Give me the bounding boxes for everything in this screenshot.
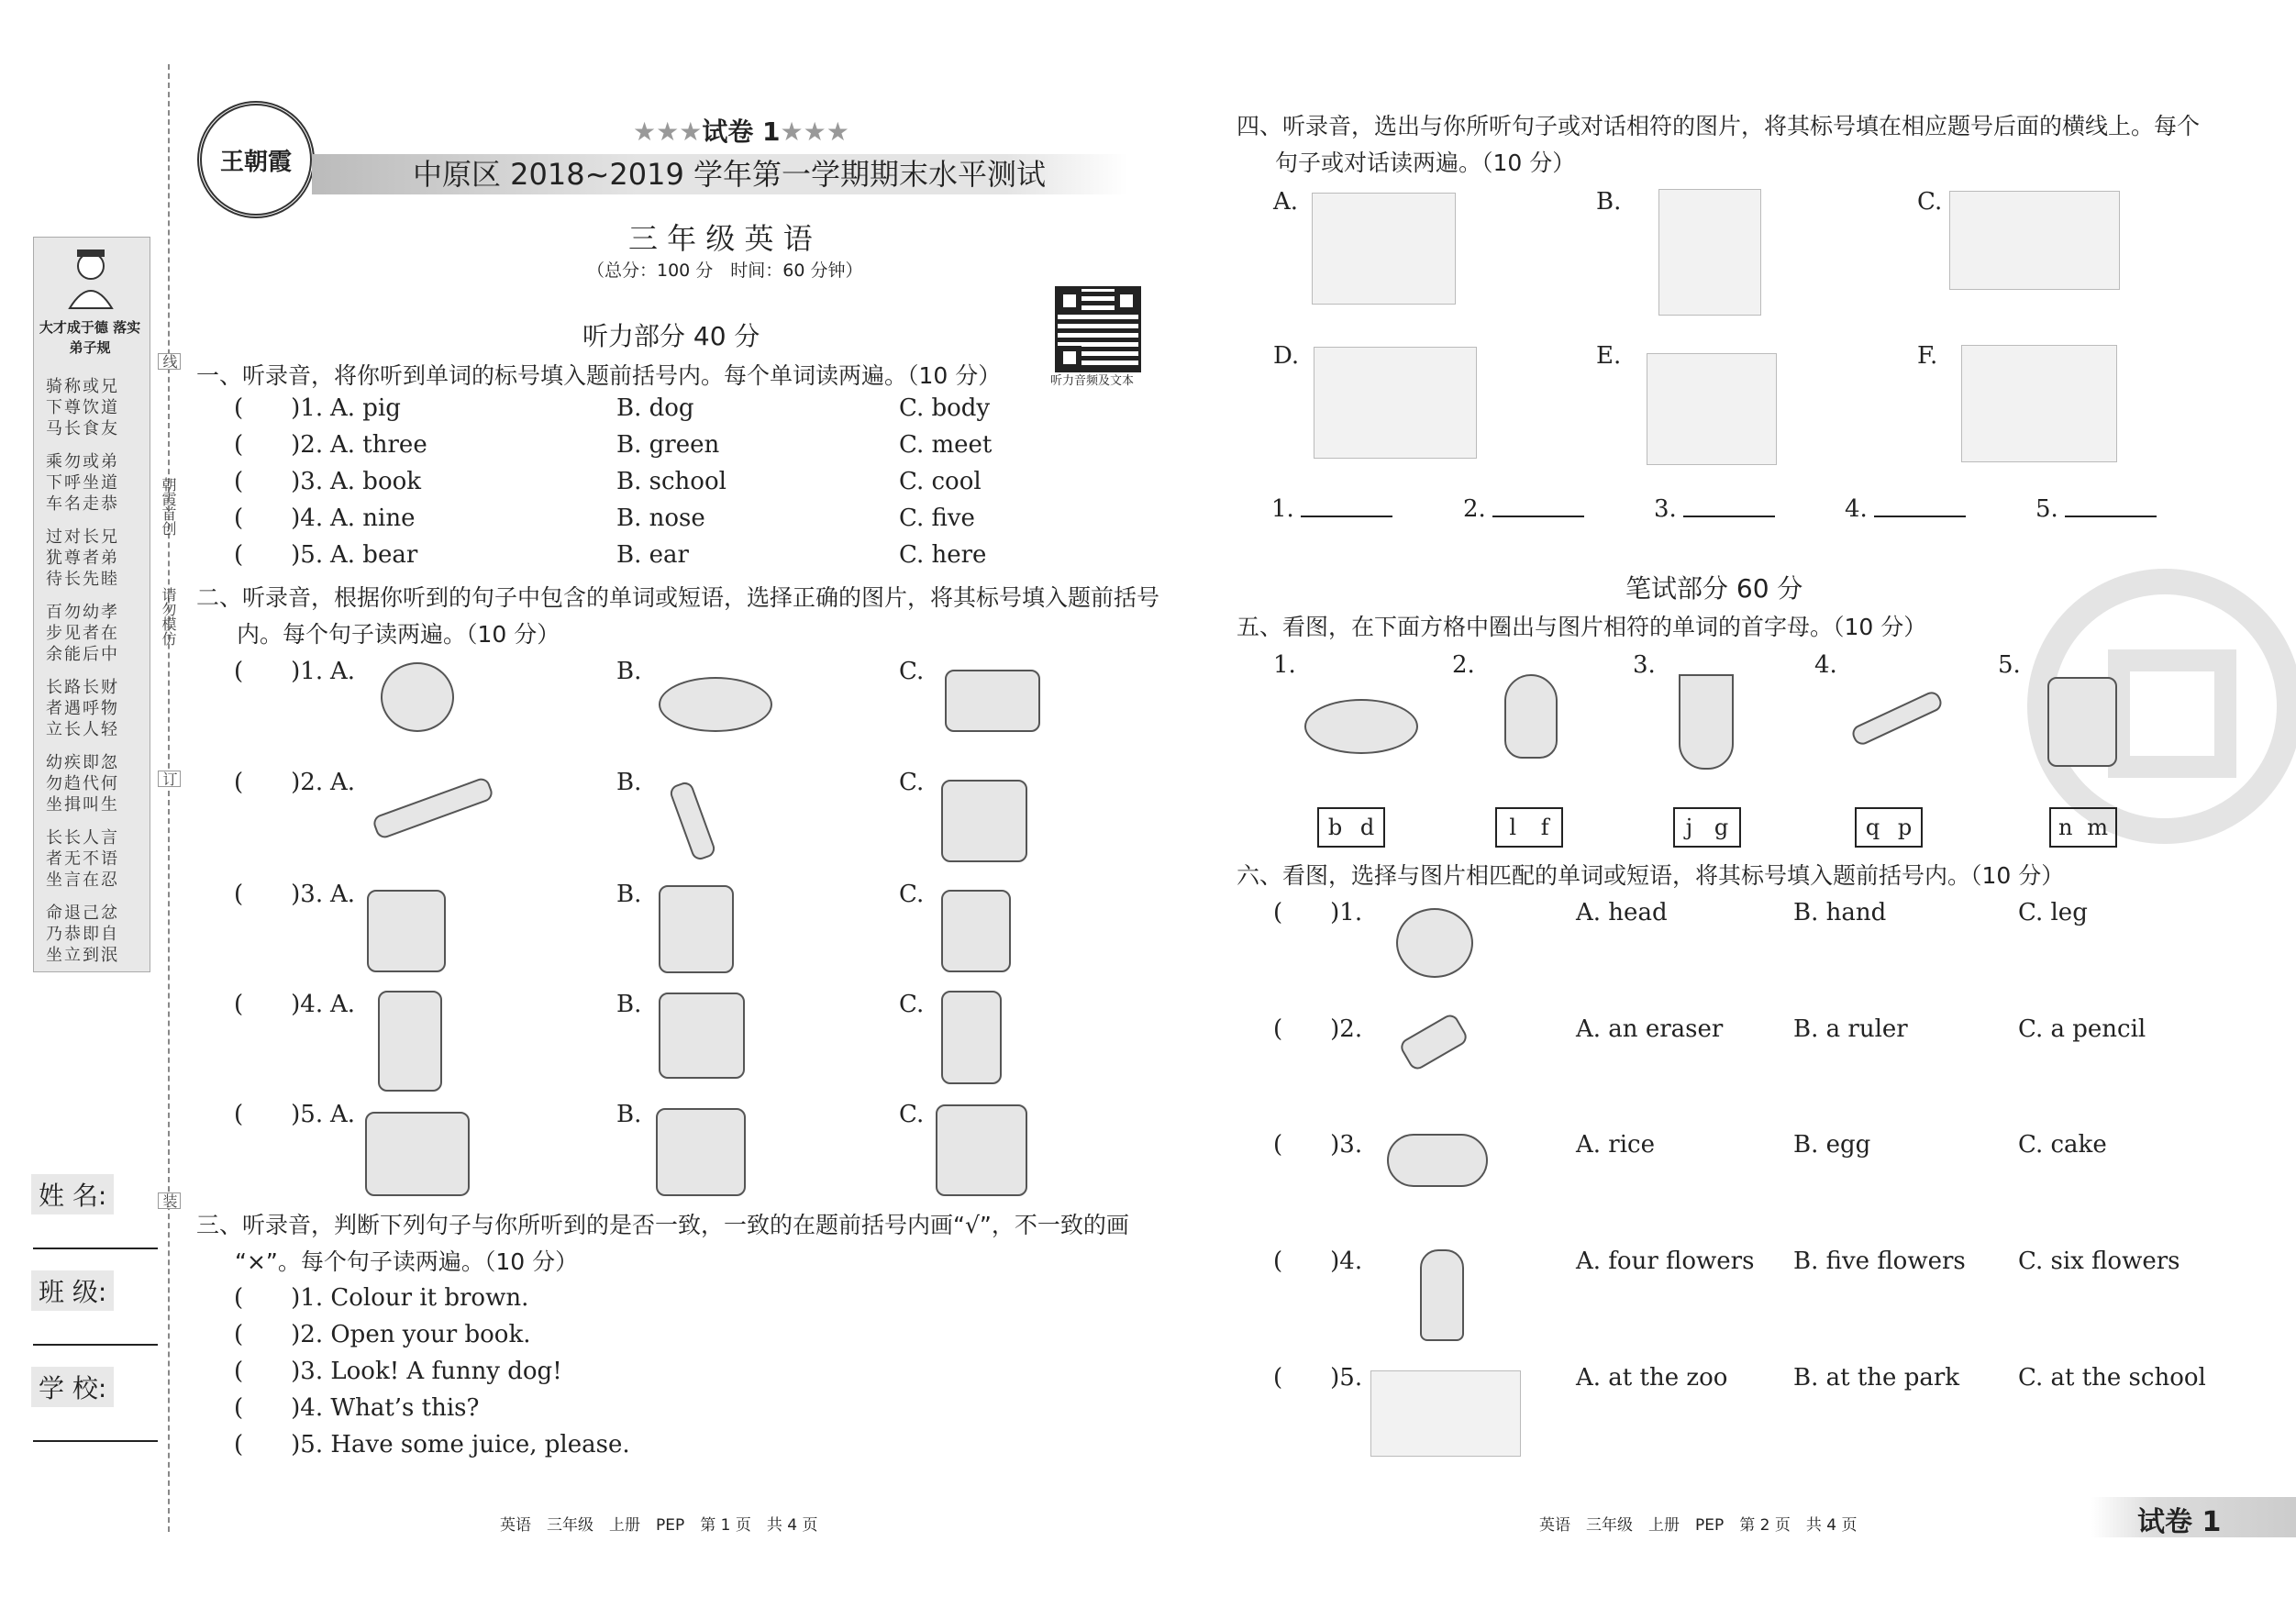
- boy-pointing-icon: [936, 1104, 1027, 1196]
- item-number: 3.: [1633, 651, 1656, 679]
- list-item: ( )1.: [1273, 899, 1363, 926]
- section6-instruction: 六、看图，选择与图片相匹配的单词或短语，将其标号填入题前括号内。（10 分）: [1237, 862, 2065, 889]
- item-number: 4.: [1814, 651, 1837, 679]
- listening-title: 听力部分 40 分: [582, 321, 760, 351]
- answer-blank[interactable]: [1301, 516, 1392, 517]
- sidebar: [0, 0, 174, 1597]
- option-b: B.: [616, 769, 642, 796]
- list-item: ( )5.: [234, 1101, 324, 1128]
- section4-instruction: 四、听录音，选出与你所听句子或对话相符的图片，将其标号填在相应题号后面的横线上。每个: [1237, 113, 2201, 139]
- poem-block: 长长人言 者无不语 坐言在忍: [46, 828, 119, 890]
- footer-tag: 试卷 1: [2137, 1506, 2222, 1538]
- list-item: ( )2.: [234, 769, 324, 796]
- picture-label: B.: [1596, 188, 1622, 216]
- brand-logo: [197, 101, 315, 218]
- option-a: A. at the zoo: [1576, 1364, 1728, 1392]
- option-b: B. a ruler: [1793, 1015, 1908, 1043]
- juice-icon: [1679, 674, 1734, 770]
- picture-label: F.: [1917, 342, 1938, 370]
- list-item: ( )1.: [234, 658, 324, 685]
- school-label: 学 校:: [31, 1367, 114, 1407]
- blank-label: 4.: [1845, 495, 1868, 523]
- option-a: A.: [330, 881, 356, 908]
- option-b: B.: [616, 1101, 642, 1128]
- item-number: 5.: [1998, 651, 2021, 679]
- girl-dancing-icon: [378, 991, 442, 1092]
- option-b: B. at the park: [1793, 1364, 1960, 1392]
- option-c: C.: [899, 1101, 925, 1128]
- list-item: ( )4. What’s this?: [234, 1394, 480, 1422]
- list-item: ( )1.: [234, 394, 324, 422]
- option-c: C.: [899, 658, 925, 685]
- birthday-cake-icon: [945, 670, 1040, 732]
- binding-mark: 请勿模仿: [160, 587, 177, 646]
- blank-label: 1.: [1271, 495, 1294, 523]
- poem-block: 骑称或兄 下尊饮道 马长食友: [46, 377, 119, 438]
- list-item: ( )1. Colour it brown.: [234, 1284, 529, 1312]
- option-a: A. three: [330, 431, 427, 459]
- option-b: B. ear: [616, 541, 689, 569]
- qr-caption: 听力音频及文本: [1050, 374, 1135, 388]
- option-c: C.: [899, 769, 925, 796]
- option-c: C.: [899, 881, 925, 908]
- poem-block: 过对长兄 犹尊者弟 待长先睦: [46, 527, 119, 589]
- section2-instruction-cont: 内。每个句子读两遍。（10 分）: [237, 621, 560, 648]
- scene-icon: [1961, 345, 2117, 462]
- binding-mark: 朝霞首创: [160, 477, 177, 536]
- option-c: C. six flowers: [2018, 1248, 2180, 1275]
- picture-label: A.: [1273, 188, 1299, 216]
- exam-info: （总分：100 分 时间：60 分钟）: [587, 261, 863, 281]
- class-label: 班 级:: [31, 1270, 114, 1311]
- boy-waving-icon: [365, 1112, 470, 1196]
- park-scene-icon: [1370, 1370, 1521, 1457]
- list-item: ( )2.: [234, 431, 324, 459]
- option-a: A. four flowers: [1576, 1248, 1755, 1275]
- blank-label: 3.: [1654, 495, 1677, 523]
- option-a: A. nine: [330, 505, 416, 532]
- poem-block: 乘勿或弟 下呼坐道 车名走恭: [46, 452, 119, 514]
- list-item: ( )2. Open your book.: [234, 1321, 531, 1348]
- letter-choice-box[interactable]: b d: [1317, 807, 1385, 848]
- option-c: C.: [899, 991, 925, 1018]
- bear-head-icon: [1396, 908, 1473, 978]
- list-item: ( )2.: [1273, 1015, 1363, 1043]
- poem-block: 幼疾即忽 勿趋代何 坐揖叫生: [46, 753, 119, 815]
- backpack-icon: [941, 780, 1027, 862]
- exam-label-text: 试卷 1: [702, 116, 781, 147]
- list-item: ( )4.: [234, 505, 324, 532]
- pen-icon: [1849, 689, 1945, 748]
- option-c: C. meet: [899, 431, 993, 459]
- option-b: B.: [616, 658, 642, 685]
- option-c: C. a pencil: [2018, 1015, 2146, 1043]
- binding-mark: 线: [158, 353, 181, 370]
- option-b: B. hand: [1793, 899, 1887, 926]
- child-touching-head-icon: [941, 991, 1002, 1084]
- letter-choice-box[interactable]: j g: [1673, 807, 1741, 848]
- school-field[interactable]: [33, 1440, 158, 1442]
- answer-blank[interactable]: [1683, 516, 1775, 517]
- list-item: ( )5. Have some juice, please.: [234, 1431, 630, 1458]
- option-c: C. cool: [899, 468, 982, 495]
- list-item: ( )3. Look! A funny dog!: [234, 1358, 562, 1385]
- crayon-icon: [668, 780, 717, 862]
- section1-instruction: 一、听录音，将你听到单词的标号填入题前括号内。每个单词读两遍。（10 分）: [196, 362, 1002, 389]
- blank-label: 5.: [2035, 495, 2058, 523]
- option-a: A. rice: [1576, 1131, 1655, 1159]
- scholar-figure-icon: [61, 246, 121, 310]
- option-a: A. pig: [330, 394, 401, 422]
- option-a: A.: [330, 1101, 356, 1128]
- option-c: C. leg: [2018, 899, 2088, 926]
- page-footer-right: 英语 三年级 上册 PEP 第 2 页 共 4 页: [1539, 1516, 1858, 1535]
- girl-face-icon: [659, 885, 734, 973]
- option-a: A.: [330, 991, 356, 1018]
- cake-icon: [1387, 1134, 1488, 1187]
- list-item: ( )3.: [234, 881, 324, 908]
- exam-label: ★★★试卷 1★★★: [633, 116, 849, 147]
- option-b: B.: [616, 991, 642, 1018]
- answer-blank[interactable]: [2065, 516, 2157, 517]
- letter-choice-box[interactable]: q p: [1855, 807, 1923, 848]
- foot-icon: [1504, 674, 1558, 759]
- rice-bowl-icon: [381, 662, 454, 732]
- section3-instruction: 三、听录音，判断下列句子与你所听到的是否一致，一致的在题前括号内画“√”，不一致的画: [196, 1212, 1129, 1238]
- scene-icon: [1312, 193, 1456, 305]
- picture-label: C.: [1917, 188, 1943, 216]
- section4-instruction-cont: 句子或对话读两遍。（10 分）: [1275, 150, 1576, 176]
- binding-mark: 装: [158, 1192, 181, 1209]
- option-b: B. egg: [1793, 1131, 1871, 1159]
- blank-label: 2.: [1463, 495, 1486, 523]
- section5-instruction: 五、看图，在下面方格中圈出与图片相符的单词的首字母。（10 分）: [1237, 614, 1927, 640]
- option-c: C. here: [899, 541, 987, 569]
- girl-pointing-up-icon: [656, 1108, 746, 1196]
- option-a: A. head: [1576, 899, 1668, 926]
- name-label: 姓 名:: [31, 1174, 114, 1214]
- picture-label: E.: [1596, 342, 1622, 370]
- monkey-icon: [2047, 677, 2117, 767]
- picture-label: D.: [1273, 342, 1300, 370]
- boy-touching-ear-icon: [367, 890, 446, 972]
- boy-touching-knee-icon: [659, 993, 745, 1079]
- class-field[interactable]: [33, 1344, 158, 1346]
- item-number: 2.: [1452, 651, 1475, 679]
- option-a: A. bear: [330, 541, 418, 569]
- name-field[interactable]: [33, 1248, 158, 1249]
- logo-text: 王朝霞: [219, 148, 292, 176]
- section2-instruction: 二、听录音，根据你听到的句子中包含的单词或短语，选择正确的图片，将其标号填入题前括号: [196, 584, 1160, 611]
- option-a: A.: [330, 769, 356, 796]
- option-c: C. cake: [2018, 1131, 2107, 1159]
- flower-vase-icon: [1420, 1249, 1464, 1341]
- bread-icon: [1304, 699, 1418, 754]
- option-c: C. body: [899, 394, 991, 422]
- binding-mark: 订: [158, 771, 181, 787]
- qr-code-icon[interactable]: [1055, 286, 1141, 372]
- binding-line: [168, 64, 170, 1532]
- option-a: A. book: [330, 468, 422, 495]
- option-a: A. an eraser: [1576, 1015, 1724, 1043]
- option-a: A.: [330, 658, 356, 685]
- answer-blank[interactable]: [1492, 516, 1584, 517]
- option-b: B. five flowers: [1793, 1248, 1966, 1275]
- letter-choice-box[interactable]: n m: [2049, 807, 2117, 848]
- section3-instruction-cont: “×”。每个句子读两遍。（10 分）: [235, 1248, 579, 1275]
- scene-icon: [1314, 347, 1477, 459]
- poem-block: 百勿幼孝 步见者在 余能后中: [46, 603, 119, 664]
- option-b: B. dog: [616, 394, 694, 422]
- scene-icon: [1949, 191, 2120, 290]
- written-title: 笔试部分 60 分: [1625, 573, 1803, 604]
- list-item: ( )3.: [1273, 1131, 1363, 1159]
- letter-choice-box[interactable]: l f: [1495, 807, 1563, 848]
- bear-icon: [1647, 353, 1777, 465]
- item-number: 1.: [1273, 651, 1296, 679]
- scene-icon: [1658, 189, 1761, 316]
- ruler-icon: [372, 776, 495, 840]
- option-b: B. school: [616, 468, 727, 495]
- poem-block: 长路长财 者遇呼物 立长人轻: [46, 678, 119, 739]
- fish-plate-icon: [659, 677, 772, 732]
- option-b: B.: [616, 881, 642, 908]
- poem-block: 命退己忿 乃恭即自 坐立到泯: [46, 904, 119, 965]
- list-item: ( )4.: [1273, 1248, 1363, 1275]
- answer-blank[interactable]: [1874, 516, 1966, 517]
- list-item: ( )5.: [234, 541, 324, 569]
- page-footer-left: 英语 三年级 上册 PEP 第 1 页 共 4 页: [500, 1516, 818, 1535]
- subject-title: 三 年 级 英 语: [628, 221, 813, 256]
- eraser-icon: [1398, 1012, 1470, 1072]
- exam-title: 中原区 2018~2019 学年第一学期期末水平测试: [413, 157, 1047, 192]
- option-c: C. at the school: [2018, 1364, 2206, 1392]
- list-item: ( )4.: [234, 991, 324, 1018]
- option-b: B. green: [616, 431, 720, 459]
- list-item: ( )5.: [1273, 1364, 1363, 1392]
- list-item: ( )3.: [234, 468, 324, 495]
- option-c: C. five: [899, 505, 975, 532]
- option-b: B. nose: [616, 505, 705, 532]
- girl-touching-eye-icon: [941, 890, 1011, 972]
- sidebar-motto: 大才成于德 落实弟子规: [39, 319, 141, 356]
